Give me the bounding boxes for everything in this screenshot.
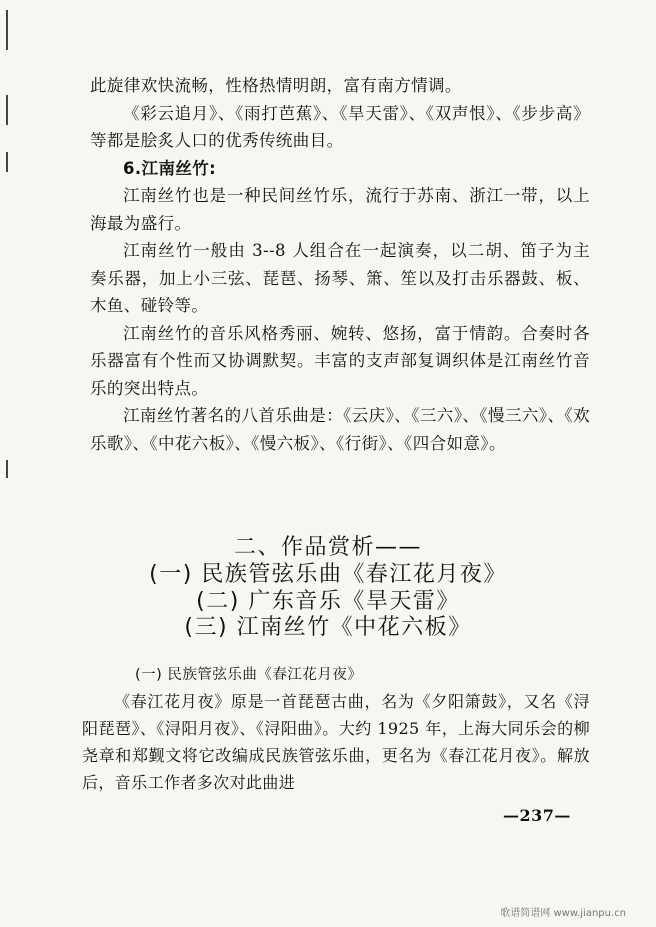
section-title: 二、作品赏析——: [233, 535, 422, 560]
sub-section-heading: (一) 民族管弦乐曲《春江花月夜》: [135, 667, 363, 683]
section-item-3: (三) 江南丝竹《中花六板》: [184, 615, 472, 640]
paragraph-jiangnan-instruments: 江南丝竹一般由 3--8 人组合在一起演奏，以二胡、笛子为主奏乐器，加上小三弦、琵琶、扬琴、箫、笙以及打击乐器鼓、板、木鱼、碰铃等。: [90, 241, 590, 315]
watermark: 歌谱简谱网 www.jianpu.cn: [500, 908, 626, 919]
margin-mark: [6, 95, 8, 125]
page-number: —237—: [503, 806, 571, 825]
paragraph-jiangnan-style: 江南丝竹的音乐风格秀丽、婉转、悠扬，富于情韵。合奏时各乐器富有个性而又协调默契。丰富的支声部复调织体是江南丝竹音乐的突出特点。: [90, 323, 590, 398]
margin-mark: [6, 10, 8, 50]
paragraph-jiangnan-pieces: 江南丝竹著名的八首乐曲是：《云庆》、《三六》、《慢三六》、《欢乐歌》、《中花六板》、《慢六板》、《行街》、《四合如意》。: [90, 406, 590, 453]
margin-mark: [6, 152, 8, 172]
top-text-block: [90, 72, 590, 457]
paragraph-chunjiang: 《春江花月夜》原是一首琵琶古曲，名为《夕阳箫鼓》，又名《浔阳琵琶》、《浔阳月夜》、《浔阳曲》。大约 1925 年，上海大同乐会的柳尧章和郑觐文将它改编成民族管弦乐曲，更名为《春江花月夜》。解放后，音乐工作者多次对此曲进: [82, 692, 590, 792]
section-item-2: (二) 广东音乐《旱天雷》: [196, 589, 460, 614]
paragraph-intro: 此旋律欢快流畅，性格热情明朗，富有南方情调。: [90, 76, 462, 95]
paragraph-jiangnan-intro: 江南丝竹也是一种民间丝竹乐，流行于苏南、浙江一带，以上海最为盛行。: [90, 186, 590, 233]
paragraph-guangdong-pieces: 《彩云追月》、《雨打芭蕉》、《旱天雷》、《双声恨》、《步步高》等都是脍炙人口的优秀传统曲目。: [90, 103, 590, 150]
sub-section-text-block: [82, 688, 590, 796]
heading-jiangnan-sizhu: 6.江南丝竹:: [123, 158, 217, 178]
section-item-1: (一) 民族管弦乐曲《春江花月夜》: [149, 562, 507, 587]
margin-mark: [6, 460, 8, 478]
